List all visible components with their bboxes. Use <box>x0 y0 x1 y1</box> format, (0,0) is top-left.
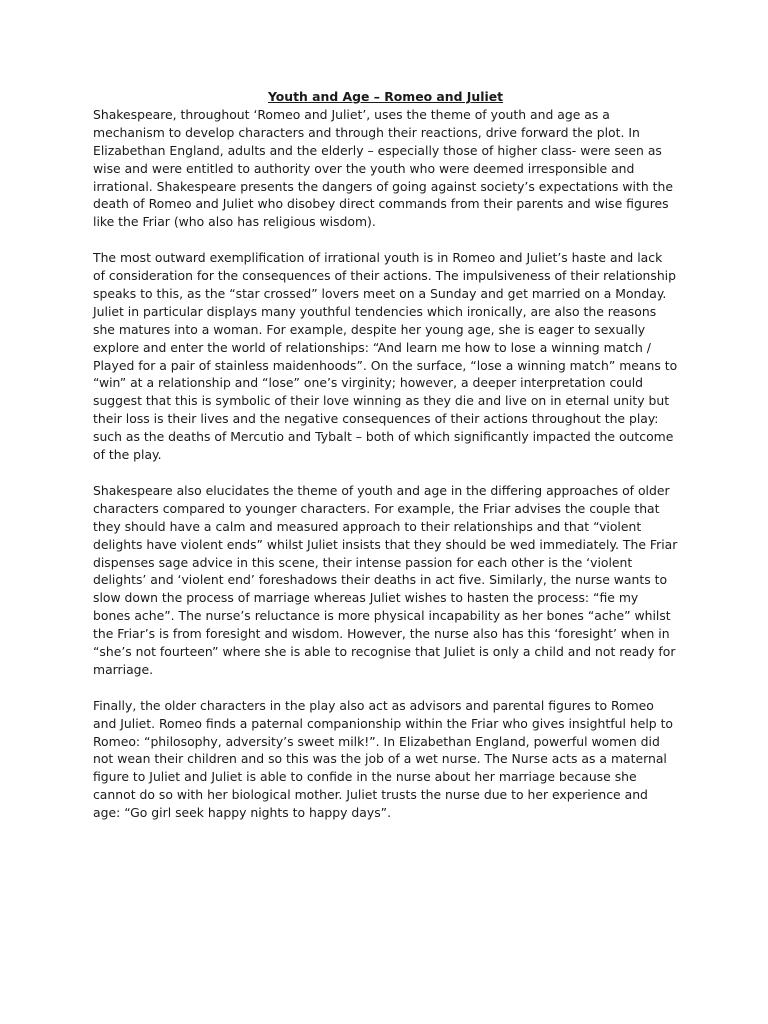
document-title: Youth and Age – Romeo and Juliet <box>267 89 504 104</box>
paragraph-introduction: Shakespeare, throughout ‘Romeo and Juliet’, uses the theme of youth and age as a mechanism to develop characters and through their reactions, drive forward the plot. In Elizabethan England, adults and the elderly – especially those of higher class- were seen as wise and were entitled to authority over the youth who were deemed irresponsible and irrational. Shakespeare presents the dangers of going against society’s expectations with the death of Romeo and Juliet who disobey direct commands from their parents and wise figures like the Friar (who also has religious wisdom). <box>93 106 673 230</box>
paragraph-parental-figures: Finally, the older characters in the play also act as advisors and parental figures to Romeo and Juliet. Romeo finds a paternal companionship within the Friar who gives insightful help to Romeo: “philosophy, adversity’s sweet milk!”. In Elizabethan England, powerful women did not wean their children and so this was the job of a wet nurse. The Nurse acts as a maternal figure to Juliet and Juliet is able to confide in the nurse about her marriage because she cannot do so with her biological mother. Juliet trusts the nurse due to her experience and age: “Go girl seek happy nights to happy days”. <box>93 697 674 821</box>
document-body <box>93 88 678 840</box>
paragraph-differing-approaches: Shakespeare also elucidates the theme of youth and age in the differing approaches of older characters compared to younger characters. For example, the Friar advises the couple that they should have a calm and measured approach to their relationships and that “violent delights have violent ends” whilst Juliet insists that they should be wed immediately. The Friar dispenses sage advice in this scene, their intense passion for each other is the ‘violent delights’ and ‘violent end’ foreshadows their deaths in act five. Similarly, the nurse wants to slow down the process of marriage whereas Juliet wishes to hasten the process: “fie my bones ache”. The nurse’s reluctance is more physical incapability as her bones “ache” whilst the Friar’s is from foresight and wisdom. However, the nurse also has this ‘foresight’ when in “she’s not fourteen” where she is able to recognise that Juliet is only a child and not ready for marriage. <box>93 482 678 677</box>
paragraph-irrational-youth: The most outward exemplification of irrational youth is in Romeo and Juliet’s haste and lack of consideration for the consequences of their actions. The impulsiveness of their relationship speaks to this, as the “star crossed” lovers meet on a Sunday and get married on a Monday. Juliet in particular displays many youthful tendencies which ironically, are also the reasons she matures into a woman. For example, despite her young age, she is eager to sexually explore and enter the world of relationships: “And learn me how to lose a winning match / Played for a pair of stainless maidenhoods”. On the surface, “lose a winning match” means to “win” at a relationship and “lose” one’s virginity; however, a deeper interpretation could suggest that this is symbolic of their love winning as they die and live on in eternal unity but their loss is their lives and the negative consequences of their actions throughout the play: such as the deaths of Mercutio and Tybalt – both of which significantly impacted the outcome of the play. <box>93 250 678 463</box>
